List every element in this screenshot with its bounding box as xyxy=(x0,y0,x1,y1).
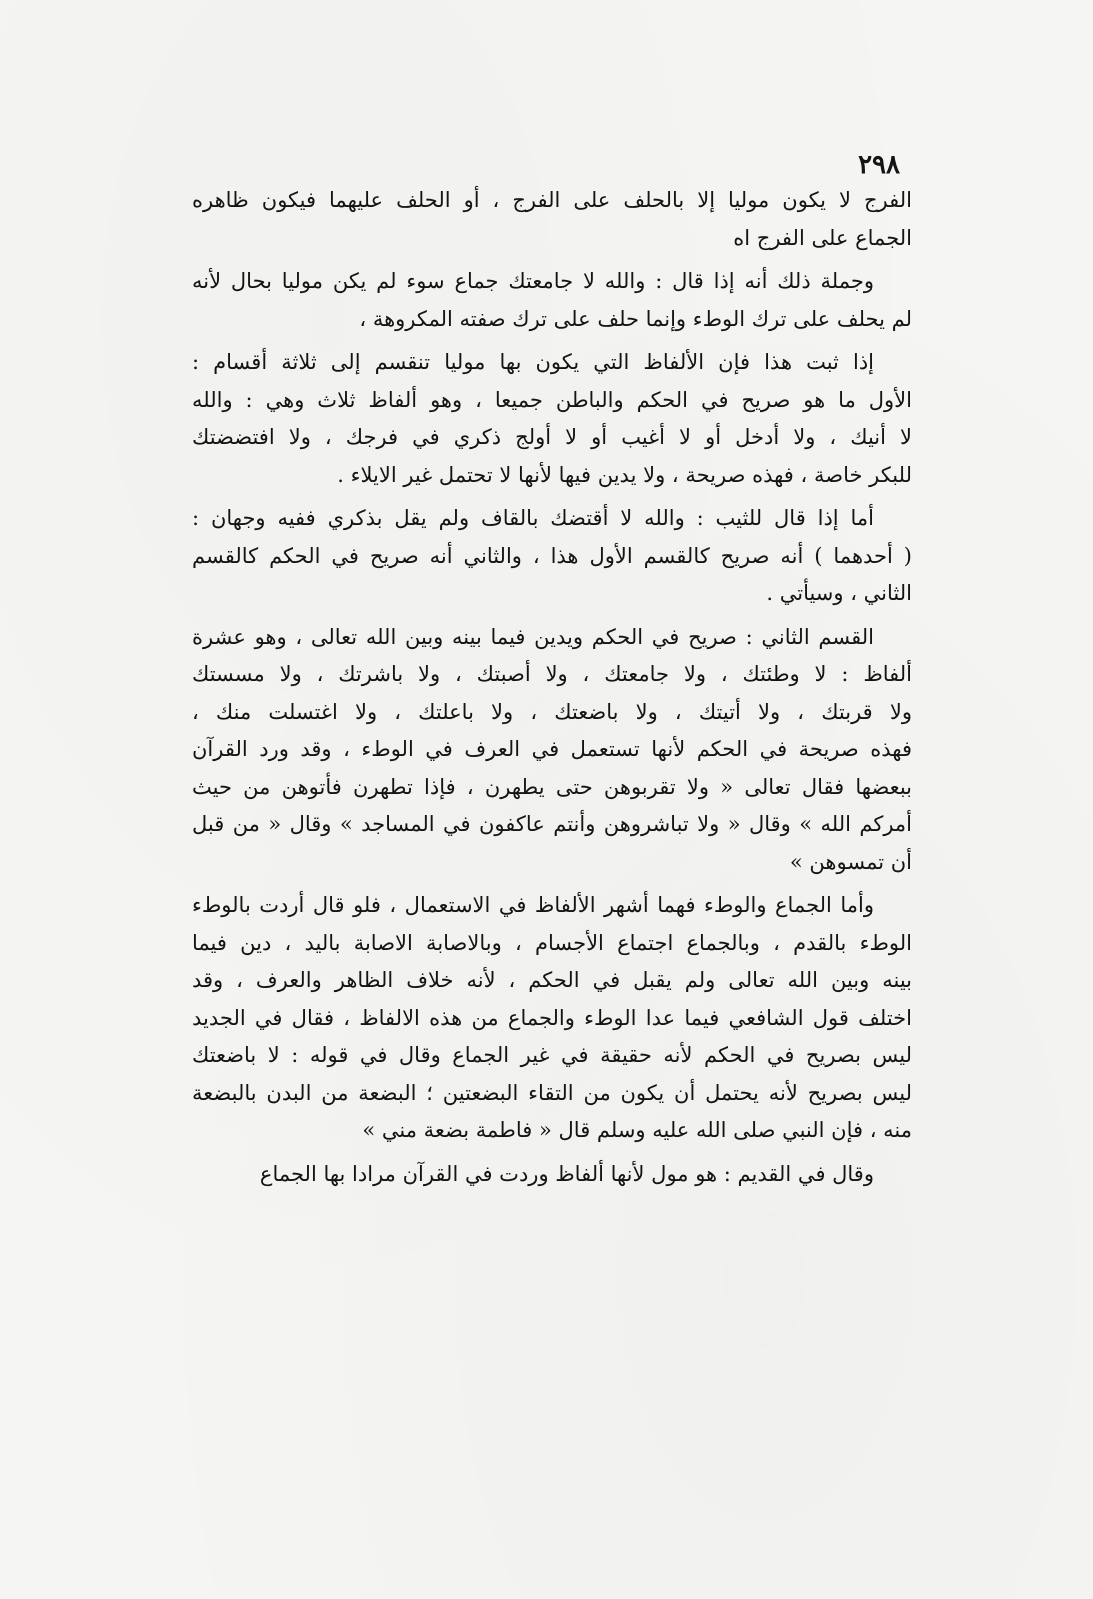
text-line: اختلف قول الشافعي فيما عدا الوطء والجماع من هذه الالفاظ ، فقال في الجديد xyxy=(192,1005,912,1030)
text-line: الثاني ، وسيأتي . xyxy=(766,581,912,605)
text-line: لم يحلف على ترك الوطء وإنما حلف على ترك صفته المكروهة ، xyxy=(359,306,912,331)
body-text xyxy=(192,182,912,1193)
text-line: وقال في القديم : هو مول لأنها ألفاظ وردت في القرآن مرادا بها الجماع xyxy=(259,1161,874,1186)
text-line: وأما الجماع والوطء فهما أشهر الألفاظ في الاستعمال ، فلو قال أردت بالوطء xyxy=(192,893,874,917)
text-line: أمركم الله » وقال « ولا تباشروهن وأنتم عاكفون في المساجد » وقال « من قبل xyxy=(192,812,912,836)
text-line: إذا ثبت هذا فإن الألفاظ التي يكون بها موليا تنقسم إلى ثلاثة أقسام : xyxy=(192,350,874,374)
text-line: لا أنيك ، ولا أدخل أو لا أغيب أو لا أولج ذكري في فرجك ، ولا افتضضتك xyxy=(192,425,912,449)
text-line: الوطء بالقدم ، وبالجماع اجتماع الأجسام ، وبالاصابة الاصابة باليد ، دين فيما xyxy=(192,930,912,955)
text-line: الجماع على الفرج اه xyxy=(733,225,912,250)
text-line: ( أحدهما ) أنه صريح كالقسم الأول هذا ، والثاني أنه صريح في الحكم كالقسم xyxy=(192,543,912,568)
text-line: أما إذا قال للثيب : والله لا أقتضك بالقاف ولم يقل بذكري ففيه وجهان : xyxy=(192,506,874,530)
text-line: ولا قربتك ، ولا أتيتك ، ولا باضعتك ، ولا باعلتك ، ولا اغتسلت منك ، xyxy=(192,699,912,724)
text-line: ليس بصريح لأنه يحتمل أن يكون من التقاء البضعتين ؛ البضعة من البدن بالبضعة xyxy=(192,1080,912,1105)
text-line: فهذه صريحة في الحكم لأنها تستعمل في العرف في الوطء ، وقد ورد القرآن xyxy=(192,737,912,761)
text-line: الفرج لا يكون موليا إلا بالحلف على الفرج ، أو الحلف عليهما فيكون ظاهره xyxy=(192,188,912,212)
text-line: منه ، فإن النبي صلى الله عليه وسلم قال « فاطمة بضعة مني » xyxy=(362,1118,912,1142)
text-line: أن تمسوهن » xyxy=(789,849,912,874)
page-number: ٢٩٨ xyxy=(858,150,900,180)
text-line: القسم الثاني : صريح في الحكم ويدين فيما بينه وبين الله تعالى ، وهو عشرة xyxy=(192,624,874,649)
text-line: للبكر خاصة ، فهذه صريحة ، ولا يدين فيها لأنها لا تحتمل غير الايلاء . xyxy=(337,462,912,487)
text-line: ألفاظ : لا وطئتك ، ولا جامعتك ، ولا أصبتك ، ولا باشرتك ، ولا مسستك xyxy=(192,662,912,686)
text-line: ببعضها فقال تعالى « ولا تقربوهن حتى يطهرن ، فإذا تطهرن فأتوهن من حيث xyxy=(192,774,912,799)
text-line: ليس بصريح في الحكم لأنه حقيقة في غير الجماع وقال في قوله : لا باضعتك xyxy=(192,1043,912,1067)
text-line: الأول ما هو صريح في الحكم والباطن جميعا ، وهو ألفاظ ثلاث وهي : والله xyxy=(192,387,912,412)
text-line: بينه وبين الله تعالى ولم يقبل في الحكم ، لأنه خلاف الظاهر والعرف ، وقد xyxy=(192,968,912,992)
text-line: وجملة ذلك أنه إذا قال : والله لا جامعتك جماع سوء لم يكن موليا بحال لأنه xyxy=(192,269,874,293)
